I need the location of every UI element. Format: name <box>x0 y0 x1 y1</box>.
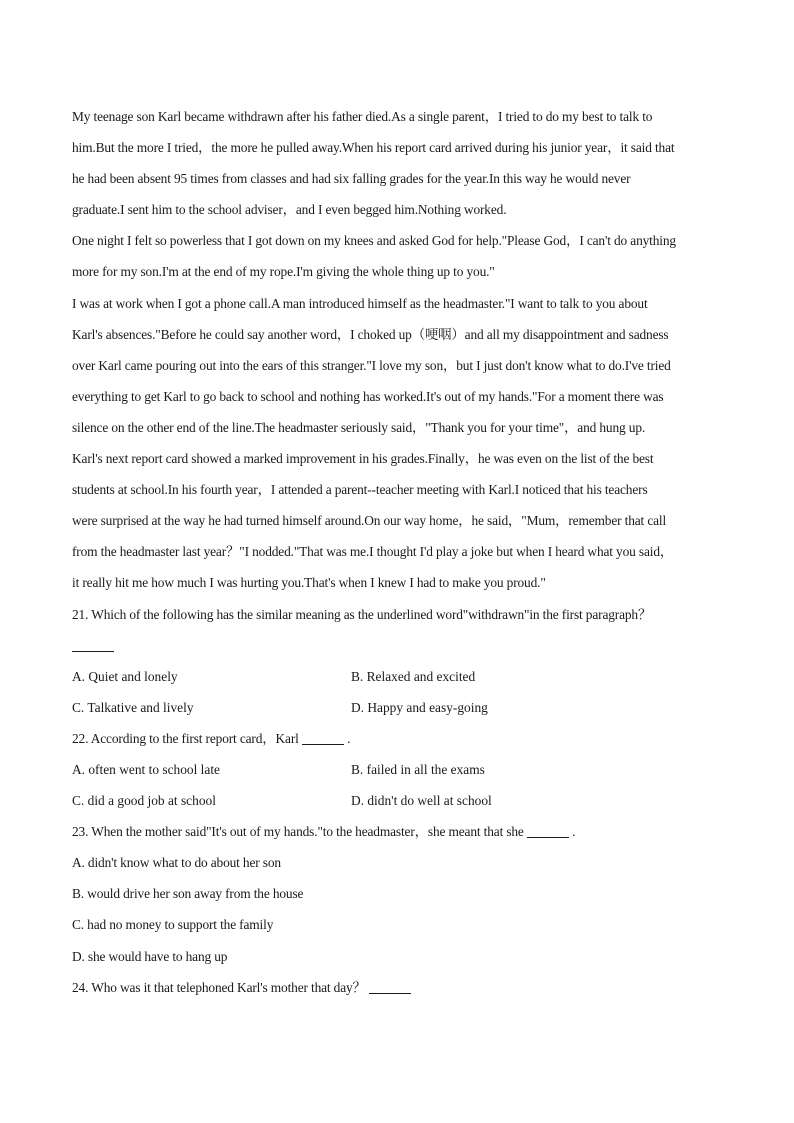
passage-line: My teenage son Karl became withdrawn after his father died.As a single parent，I tried to do my best to talk to <box>72 109 653 124</box>
document-page <box>72 101 722 1003</box>
question-stem-end: . <box>347 730 351 746</box>
option-row <box>72 692 722 723</box>
passage-line: One night I felt so powerless that I got down on my knees and asked God for help."Please God，I can't do anything <box>72 233 676 249</box>
question-21 <box>72 599 722 723</box>
question-23 <box>72 816 722 971</box>
passage-line: it really hit me how much I was hurting you.That's when I knew I had to make you proud." <box>72 575 546 591</box>
passage-line: were surprised at the way he had turned himself around.On our way home，he said，"Mum，remember that call <box>72 513 667 529</box>
question-stem-row <box>72 972 722 1003</box>
reading-passage <box>72 101 722 599</box>
option-row <box>72 785 722 816</box>
question-stem: 21. Which of the following has the similar meaning as the underlined word"withdrawn"in the first paragraph？ <box>72 606 652 622</box>
option-c[interactable]: C. had no money to support the family <box>72 917 274 933</box>
option-a[interactable]: A. didn't know what to do about her son <box>72 855 281 871</box>
passage-line: graduate.I sent him to the school adviser，and I even begged him.Nothing worked. <box>72 202 507 218</box>
answer-blank[interactable] <box>302 730 344 745</box>
question-stem: 24. Who was it that telephoned Karl's mother that day？ <box>72 979 366 995</box>
option-a[interactable]: A. Quiet and lonely <box>72 668 178 684</box>
passage-line: students at school.In his fourth year，I attended a parent--teacher meeting with Karl.I noticed that his teachers <box>72 482 648 498</box>
passage-line: he had been absent 95 times from classes and had six falling grades for the year.In this way he would never <box>72 171 631 187</box>
question-24 <box>72 972 722 1003</box>
option-c[interactable]: C. did a good job at school <box>72 793 216 809</box>
option-d[interactable]: D. she would have to hang up <box>72 948 228 964</box>
passage-line: silence on the other end of the line.The headmaster seriously said，"Thank you for your time"，and hung up. <box>72 419 646 435</box>
question-stem-row <box>72 723 722 754</box>
option-c[interactable]: C. Talkative and lively <box>72 699 194 715</box>
passage-line: Karl's absences."Before he could say another word，I choked up（哽咽）and all my disappointment and sadness <box>72 326 669 342</box>
option-b[interactable]: B. failed in all the exams <box>351 761 485 777</box>
option-b[interactable]: B. Relaxed and excited <box>351 668 476 684</box>
passage-line: I was at work when I got a phone call.A man introduced himself as the headmaster."I want to talk to you about <box>72 295 648 311</box>
passage-line: everything to get Karl to go back to school and nothing has worked.It's out of my hands."For a moment there was <box>72 388 664 404</box>
option-a[interactable]: A. often went to school late <box>72 761 221 777</box>
option-d[interactable]: D. didn't do well at school <box>351 793 492 809</box>
question-stem-row <box>72 816 722 847</box>
passage-line: him.But the more I tried，the more he pulled away.When his report card arrived during his junior year，it said that <box>72 140 675 156</box>
question-stem-end: . <box>572 824 576 840</box>
option-row <box>72 661 722 692</box>
passage-line: Karl's next report card showed a marked improvement in his grades.Finally，he was even on the list of the best <box>72 451 654 467</box>
option-row <box>72 754 722 785</box>
answer-blank[interactable] <box>72 637 114 652</box>
question-stem: 22. According to the first report card，Karl <box>72 730 299 746</box>
question-stem: 23. When the mother said"It's out of my hands."to the headmaster，she meant that she <box>72 824 524 840</box>
answer-blank[interactable] <box>527 823 569 838</box>
option-d[interactable]: D. Happy and easy-going <box>351 699 488 715</box>
passage-line: from the headmaster last year？"I nodded."That was me.I thought I'd play a joke but when I heard what you said， <box>72 544 674 560</box>
passage-line: over Karl came pouring out into the ears of this stranger."I love my son，but I just don't know what to do.I've tried <box>72 357 671 373</box>
answer-blank-row <box>72 630 722 661</box>
answer-blank[interactable] <box>369 979 411 994</box>
option-b[interactable]: B. would drive her son away from the house <box>72 886 304 902</box>
passage-line: more for my son.I'm at the end of my rope.I'm giving the whole thing up to you." <box>72 264 495 280</box>
question-22 <box>72 723 722 816</box>
